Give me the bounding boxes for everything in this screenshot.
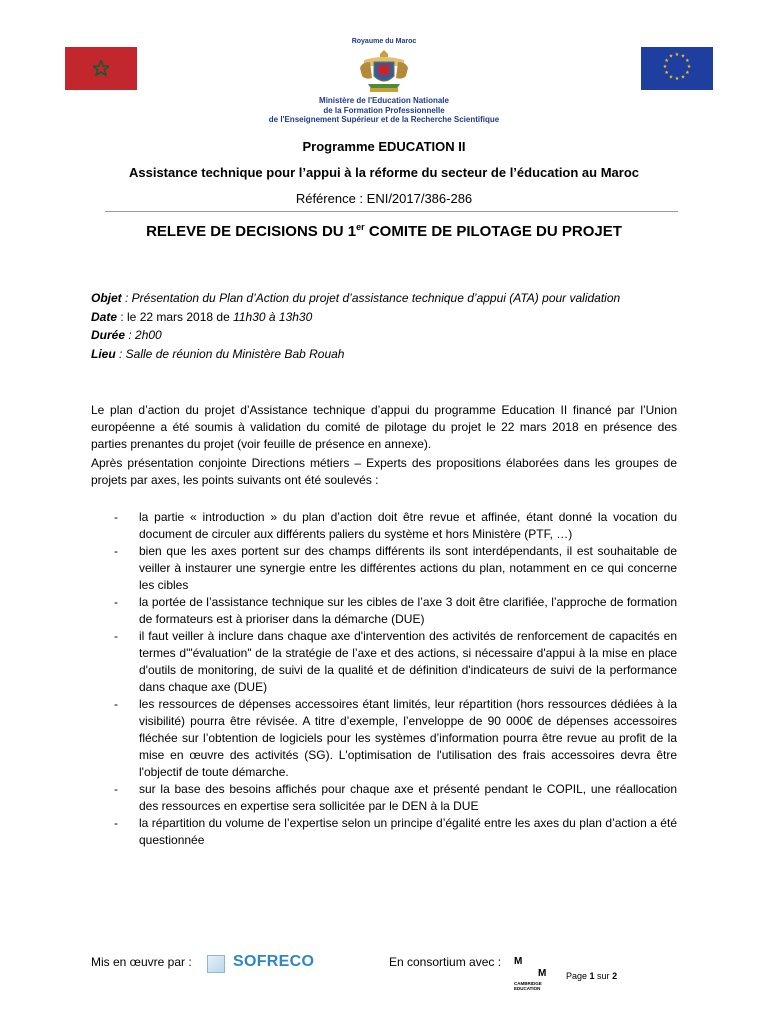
page-label: Page	[566, 971, 590, 981]
date-row	[91, 308, 620, 327]
list-item-text: les ressources de dépenses accessoires étant limités, leur répartition (hors ressources dédiées à la visibilité) pourra être révisée. A titre d’exemple, l’enveloppe de 90 000€ de dépenses accessoires fléchée sur l’obtention de logiciels pour les systèmes d’information pourra être revue au profit de la mise en œuvre des activités (SG). L'optimisation de l'utilisation des frais accessoires devra être l'objectif de toute démarche.	[139, 697, 677, 779]
duree-value: : 2h00	[125, 328, 162, 342]
svg-text:★: ★	[686, 64, 692, 70]
eu-flag	[641, 47, 713, 90]
list-item-text: il faut veiller à inclure dans chaque axe d'intervention des activités de renforcement de capacités en termes d'"évaluation" de la stratégie de l’axe et des actions, si nécessaire d'appui à la mise en place d'outils de monitoring, de suivi de la qualité et de définition d'indicateurs de suivi de la performance dans chaque axe (DUE)	[139, 629, 677, 694]
list-item	[114, 509, 677, 543]
list-item	[114, 543, 677, 594]
objet-label: Objet	[91, 291, 122, 305]
consortium-label: En consortium avec :	[389, 955, 502, 969]
kingdom-label: Royaume du Maroc	[351, 38, 417, 45]
lieu-value: : Salle de réunion du Ministère Bab Rouah	[115, 346, 345, 361]
intro-paragraph: Le plan d’action du projet d’Assistance technique d’appui du programme Education II financé par l’Union européenne a été soumis à validation du comité de pilotage du projet le 22 mars 2018 en présence des parties prenantes du projet (voir feuille de présence en annexe).	[91, 403, 677, 451]
ministry-line-2: de la Formation Professionnelle	[323, 105, 445, 115]
cambridge-education-logo	[514, 956, 554, 996]
title-part-2: COMITE DE PILOTAGE DU PROJET	[364, 223, 622, 240]
bullet-marker: -	[114, 510, 118, 524]
list-item	[114, 696, 677, 781]
svg-text:★: ★	[685, 70, 690, 76]
list-item-text: bien que les axes portent sur des champs différents ils sont interdépendants, il est souhaitable de veiller à instaurer une synergie entre les différentes actions du plan, notamment en ce qui concerne les cibles	[139, 544, 677, 592]
list-item-text: la partie « introduction » du plan d’action doit être revue et affinée, étant donné la vocation du document de circuler aux différents paliers du système et hors Ministère (PTF, …)	[139, 510, 677, 541]
project-subtitle: Assistance technique pour l’appui à la réforme du secteur de l’éducation au Maroc	[128, 165, 639, 180]
ministry-name	[230, 96, 538, 125]
cambridge-m-1: M	[514, 956, 523, 967]
svg-text:★: ★	[664, 58, 669, 64]
bullet-marker: -	[114, 629, 118, 643]
pentagram-icon	[93, 60, 109, 76]
svg-text:★: ★	[680, 74, 686, 81]
svg-text:★: ★	[664, 70, 669, 76]
reference-number: Référence : ENI/2017/386-286	[295, 191, 473, 206]
title-superscript: er	[356, 222, 365, 232]
page-number	[566, 971, 617, 981]
decision-list	[114, 509, 677, 849]
date-label: Date	[91, 309, 118, 324]
programme-title: Programme EDUCATION II	[302, 139, 466, 154]
svg-text:★: ★	[674, 52, 680, 58]
svg-text:★: ★	[662, 64, 668, 70]
svg-text:★: ★	[668, 53, 674, 60]
list-item	[114, 815, 677, 849]
svg-text:★: ★	[668, 74, 674, 81]
meeting-details	[91, 289, 620, 363]
svg-text:★: ★	[680, 53, 686, 60]
date-value: : le 22 mars 2018 de	[117, 309, 234, 324]
implemented-by-label: Mis en œuvre par :	[91, 955, 192, 969]
lieu-row	[91, 345, 620, 364]
document-title	[0, 222, 768, 240]
duree-row	[91, 326, 620, 345]
cambridge-text: CAMBRIDGE EDUCATION	[514, 981, 542, 991]
bullet-marker: -	[114, 544, 118, 558]
bullet-marker: -	[114, 697, 118, 711]
list-item	[114, 594, 677, 628]
sofreco-mark-icon	[207, 955, 225, 973]
time-value: 11h30 à 13h30	[233, 309, 313, 324]
divider	[105, 211, 678, 212]
list-item	[114, 628, 677, 696]
page-current: 1	[589, 971, 595, 981]
morocco-flag	[65, 47, 137, 90]
list-item-text: sur la base des besoins affichés pour chaque axe et présenté pendant le COPIL, une réallocation des ressources en expertise sera sollicitée par le DEN à la DUE	[139, 782, 677, 813]
bullet-marker: -	[114, 595, 118, 609]
svg-text:★: ★	[685, 58, 690, 64]
svg-text:★: ★	[674, 76, 680, 82]
ministry-line-1: Ministère de l'Education Nationale	[319, 96, 449, 105]
sofreco-logo	[207, 951, 317, 975]
bullet-marker: -	[114, 816, 118, 830]
ministry-line-3: de l'Enseignement Supérieur et de la Recherche Scientifique	[268, 115, 500, 124]
duree-label: Durée	[91, 328, 126, 342]
context-paragraph: Après présentation conjointe Directions métiers – Experts des propositions élaborées dans les groupes de projets par axes, les points suivants ont été soulevés :	[91, 456, 677, 487]
objet-row	[91, 289, 620, 308]
page-total: 2	[612, 971, 618, 981]
list-item	[114, 781, 677, 815]
page-separator: sur	[594, 971, 613, 981]
lieu-label: Lieu	[91, 346, 116, 361]
coat-of-arms-icon	[354, 48, 414, 94]
title-part-1: RELEVE DE DECISIONS DU 1	[146, 223, 357, 240]
eu-stars-icon	[641, 47, 713, 90]
cambridge-m-2: M	[538, 968, 547, 979]
objet-value: : Présentation du Plan d’Action du projet d’assistance technique d’appui (ATA) pour validation	[121, 291, 621, 305]
list-item-text: la répartition du volume de l’expertise selon un principe d’égalité entre les axes du plan d’action a été questionnée	[139, 816, 677, 847]
sofreco-name: SOFRECO	[233, 953, 315, 970]
list-item-text: la portée de l’assistance technique sur les cibles de l’axe 3 doit être clarifiée, l’approche de formation de formateurs est à prioriser dans la démarche (DUE)	[139, 595, 677, 626]
bullet-marker: -	[114, 782, 118, 796]
